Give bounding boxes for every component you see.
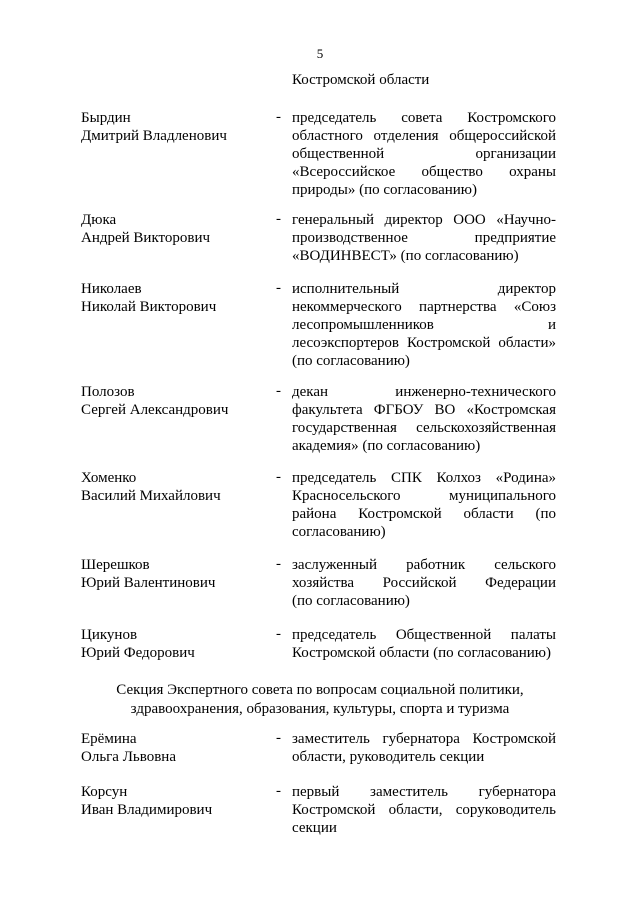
member-given-names: Дмитрий Владленович: [81, 128, 227, 144]
section-heading-line: Секция Экспертного совета по вопросам социальной политики,: [116, 682, 524, 698]
dash: -: [276, 211, 281, 227]
member-role: [292, 783, 556, 837]
role-line: Костромской области, соруководитель: [292, 802, 556, 818]
member-name: [81, 280, 271, 316]
role-line: секции: [292, 820, 337, 836]
role-line: (по согласованию): [292, 593, 410, 609]
role-line: председатель совета Костромского: [292, 110, 556, 126]
role-line: председатель Общественной палаты: [292, 627, 556, 643]
continuation-text: Костромской области: [292, 72, 430, 88]
member-surname: Корсун: [81, 784, 128, 800]
member-name: [81, 211, 271, 247]
role-line: Красносельского муниципального: [292, 488, 556, 504]
member-name: [81, 626, 271, 662]
dash: -: [276, 383, 281, 399]
role-line: генеральный директор ООО «Научно-: [292, 212, 556, 228]
member-given-names: Сергей Александрович: [81, 402, 229, 418]
role-line: (по согласованию): [292, 353, 410, 369]
role-line: исполнительный директор: [292, 281, 556, 297]
role-line: природы» (по согласованию): [292, 182, 478, 198]
dash: -: [276, 556, 281, 572]
role-line: первый заместитель губернатора: [292, 784, 556, 800]
role-line: общественной организации: [292, 146, 556, 162]
member-role: [292, 469, 556, 541]
role-line: области, руководитель секции: [292, 749, 485, 765]
member-name: [81, 730, 271, 766]
dash: -: [276, 109, 281, 125]
role-line: академия» (по согласованию): [292, 438, 481, 454]
member-name: [81, 783, 271, 819]
role-line: факультета ФГБОУ ВО «Костромская: [292, 402, 556, 418]
role-line: Костромской области (по согласованию): [292, 645, 552, 661]
member-surname: Николаев: [81, 281, 142, 297]
role-line: государственная сельскохозяйственная: [292, 420, 556, 436]
member-role: [292, 280, 556, 370]
role-line: лесопромышленников и: [292, 317, 556, 333]
member-role: [292, 556, 556, 610]
dash: -: [276, 626, 281, 642]
role-line: областного отделения общероссийской: [292, 128, 556, 144]
role-line: хозяйства Российской Федерации: [292, 575, 556, 591]
role-line: декан инженерно-технического: [292, 384, 556, 400]
role-line: заместитель губернатора Костромской: [292, 731, 556, 747]
role-line: «ВОДИНВЕСТ» (по согласованию): [292, 248, 519, 264]
dash: -: [276, 469, 281, 485]
member-role: [292, 109, 556, 199]
member-role: [292, 730, 556, 766]
member-given-names: Николай Викторович: [81, 299, 217, 315]
member-surname: Полозов: [81, 384, 135, 400]
member-surname: Хоменко: [81, 470, 137, 486]
role-line: председатель СПК Колхоз «Родина»: [292, 470, 556, 486]
member-role: [292, 626, 556, 662]
member-role: [292, 211, 556, 265]
dash: -: [276, 783, 281, 799]
member-surname: Цикунов: [81, 627, 138, 643]
role-line: заслуженный работник сельского: [292, 557, 556, 573]
member-name: [81, 383, 271, 419]
dash: -: [276, 280, 281, 296]
member-given-names: Юрий Федорович: [81, 645, 195, 661]
member-surname: Шерешков: [81, 557, 150, 573]
section-heading-line: здравоохранения, образования, культуры, спорта и туризма: [130, 701, 510, 717]
member-surname: Ерёмина: [81, 731, 137, 747]
member-given-names: Юрий Валентинович: [81, 575, 216, 591]
member-name: [81, 109, 271, 145]
role-line: некоммерческого партнерства «Союз: [292, 299, 556, 315]
role-line: лесоэкспортеров Костромской области»: [292, 335, 556, 351]
member-role: [292, 383, 556, 455]
member-given-names: Иван Владимирович: [81, 802, 213, 818]
page-number: 5: [316, 46, 324, 61]
section-heading: [0, 681, 640, 719]
member-given-names: Ольга Львовна: [81, 749, 176, 765]
member-given-names: Андрей Викторович: [81, 230, 211, 246]
member-surname: Бырдин: [81, 110, 131, 126]
role-line: «Всероссийское общество охраны: [292, 164, 556, 180]
member-name: [81, 469, 271, 505]
member-surname: Дюка: [81, 212, 117, 228]
role-line: производственное предприятие: [292, 230, 556, 246]
role-line: согласованию): [292, 524, 386, 540]
member-given-names: Василий Михайлович: [81, 488, 221, 504]
member-name: [81, 556, 271, 592]
role-line: района Костромской области (по: [292, 506, 556, 522]
dash: -: [276, 730, 281, 746]
